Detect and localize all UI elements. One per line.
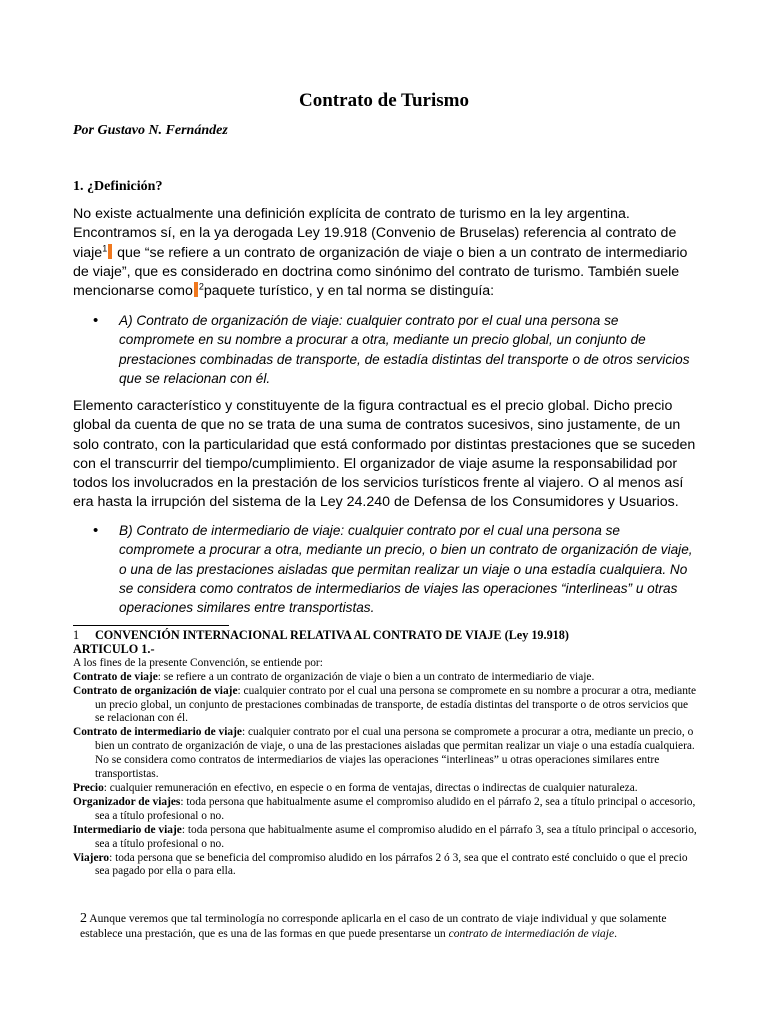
footnote-number: 1	[73, 628, 80, 642]
footnote-definition	[73, 824, 698, 852]
bullet-text: A) Contrato de organización de viaje: cualquier contrato por el cual una persona se compromete en su nombre a procurar a otra, mediante un precio global, un conjunto de prestaciones combinadas de transporte, de estadía distintas del transporte o de otros servicios que se relacionan con él.	[119, 313, 690, 386]
bullet-item-b	[93, 521, 693, 617]
comment-marker	[194, 282, 198, 297]
footnote-ref-1[interactable]: 1	[102, 242, 108, 253]
footnote-article: ARTICULO 1.-	[73, 641, 155, 656]
definition-text: : toda persona que habitualmente asume el compromiso aludido en el párrafo 3, sea a título principal o accesorio, sea a título profesional o no.	[95, 823, 697, 850]
footnote-separator	[73, 625, 229, 626]
footnote-ref-2[interactable]: 2	[198, 281, 204, 292]
definition-term: Viajero	[73, 851, 110, 864]
paragraph-precio-global: Elemento característico y constituyente de la figura contractual es el precio global. Dicho precio global da cuenta de que no se trata de una suma de contratos sucesivos, sino justamente, de un solo contrato, con la particularidad que está conformado por distintas prestaciones que se suceden con el transcurrir del tiempo/cumplimiento. El organizador de viaje asume la responsabilidad por todos los involucrados en la prestación de los servicios turísticos frente al viajero. O al menos así era hasta la irrupción del sistema de la Ley 24.240 de Defensa de los Consumidores y Usuarios.	[73, 398, 696, 511]
definition-text: : cualquier remuneración en efectivo, en especie o en forma de ventajas, directas o indirectas de cualquier naturaleza.	[103, 781, 638, 794]
definition-term: Contrato de intermediario de viaje	[73, 726, 242, 739]
footnote-definition	[73, 685, 698, 727]
definition-text: : se refiere a un contrato de organización de viaje o bien a un contrato de intermediario de viaje.	[157, 670, 595, 683]
paragraph-text: que “se refiere a un contrato de organización de viaje o bien a un contrato de intermediario de viaje”, que es considerado en doctrina como sinónimo del contrato de turismo. También suele mencionarse como	[73, 244, 688, 300]
footnote-number: 2	[80, 911, 87, 926]
definition-text: : toda persona que habitualmente asume el compromiso aludido en el párrafo 2, sea a título principal o accesorio, sea a título profesional o no.	[95, 795, 696, 822]
footnote-definitions	[73, 671, 698, 880]
footnote-definition	[73, 852, 698, 880]
section-heading: 1. ¿Definición?	[73, 179, 163, 194]
footnote-definition	[73, 782, 698, 796]
comment-marker	[108, 244, 112, 259]
footnote-intro: A los fines de la presente Convención, se entiende por:	[73, 656, 323, 669]
paragraph-text: No existe actualmente una definición explícita de contrato de turismo en la ley argentina. Encontramos sí, en la ya derogada Ley 19.918 (Convenio de Bruselas) referencia al contrato de viaje	[73, 206, 677, 261]
footnote-definition	[73, 726, 698, 782]
definition-term: Organizador de viajes	[73, 795, 181, 808]
document-author: Por Gustavo N. Fernández	[73, 123, 228, 138]
definition-term: Intermediario de viaje	[73, 823, 182, 836]
footnote-1	[73, 629, 698, 879]
definition-text: : cualquier contrato por el cual una persona se compromete en su nombre a procurar a otra, mediante un precio global, un conjunto de prestaciones combinadas de transporte, de estadía distintas del transporte o de otros servicios que se relacionan con él.	[95, 684, 697, 725]
bullet-icon: •	[93, 312, 99, 329]
definition-term: Precio	[73, 781, 104, 794]
bullet-icon: •	[93, 522, 99, 539]
document-title: Contrato de Turismo	[299, 90, 469, 111]
bullet-item-a	[93, 311, 693, 388]
footnote-text: Aunque veremos que tal terminología no corresponde aplicarla en el caso de un contrato de viaje individual y que solamente establece una prestación, que es una de las formas en que puede presentarse un	[80, 912, 667, 941]
footnote-definition	[73, 671, 698, 685]
bullet-text: B) Contrato de intermediario de viaje: cualquier contrato por el cual una persona se compromete a procurar a otra, mediante un precio, o bien un contrato de organización de viaje, o una de las prestaciones aisladas que permitan realizar un viaje o una estadía cualquiera. No se considera como contratos de intermediarios de viajes las operaciones “interlineas” u otras operaciones similares entre transportistas.	[119, 523, 693, 616]
paragraph-text: paquete turístico, y en tal norma se distinguía:	[203, 283, 495, 300]
footnote-definition	[73, 796, 698, 824]
definition-text: : toda persona que se beneficia del compromiso aludido en los párrafos 2 ó 3, sea que el contrato esté concluido o que el precio sea pagado por ella o para ella.	[95, 851, 688, 878]
footnote-end: .	[614, 927, 618, 941]
footnote-italic-term: contrato de intermediación de viaje	[448, 927, 615, 941]
footnote-heading: 1 CONVENCIÓN INTERNACIONAL RELATIVA AL CONTRATO DE VIAJE (Ley 19.918)	[73, 628, 569, 642]
definition-text: : cualquier contrato por el cual una persona se compromete a procurar a otra, mediante un precio, o bien un contrato de organización de viaje, o una de las prestaciones aisladas que permitan realizar un viaje o una estadía cualquiera. No se considera como contratos de intermediarios de viajes las operaciones “interlineas” u otras operaciones similares entre transportistas.	[95, 726, 695, 781]
footnote-2	[80, 911, 700, 941]
definition-term: Contrato de viaje	[73, 670, 158, 683]
definition-term: Contrato de organización de viaje	[73, 684, 238, 697]
paragraph-definition	[73, 205, 698, 301]
